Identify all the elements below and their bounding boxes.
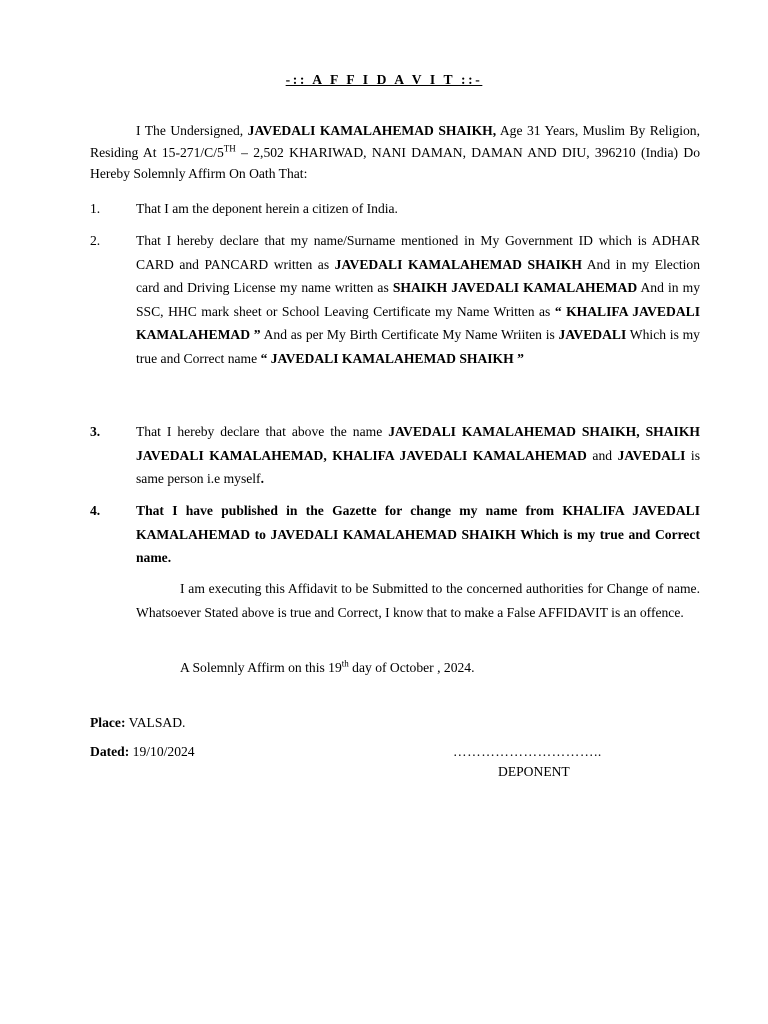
intro-text-3: – 2,502 KHARIWAD, NANI DAMAN, DAMAN AND DIU, 396210 (India) Do Hereby Solemnly Affirm On Oath That: [90,144,700,181]
place-label: Place: [90,715,126,730]
clause-2-text-5: Which is my true and Correct name [136,327,700,366]
executing-text: I am executing this Affidavit to be Submitted to the concerned authorities for Change of name. Whatsoever Stated above is true and Correct, I know that to make a False AFFIDAVIT is an offence. [136,581,700,620]
intro-text-2: Age 31 Years, Muslim By Religion, Residing At 15-271/C/5 [90,123,700,160]
signature-line: ………………………….. [453,744,602,759]
intro-superscript: TH [223,142,236,153]
clause-3-period: . [260,471,264,486]
clause-3-name-2: JAVEDALI [617,447,686,463]
clause-1 [90,197,700,221]
dated-line [90,744,195,760]
clause-2-name-3: “ KHALIFA JAVEDALI KAMALAHEMAD ” [136,303,700,342]
clause-3-text-1: That I hereby declare that above the name [136,424,389,439]
clause-2-text-4: And as per My Birth Certificate My Name Wriiten is [260,327,559,342]
affirm-text-2: day of October , 2024. [348,660,475,675]
clause-number: 4. [90,503,101,518]
dated-label: Dated: [90,744,130,759]
affirm-text-1: A Solemnly Affirm on this 19 [180,660,342,675]
executing-paragraph [136,577,700,624]
clause-2-name-4: JAVEDALI [558,327,627,342]
place-line [90,715,185,731]
clause-number: 3. [90,424,101,439]
affirm-line [136,656,700,680]
clause-text: That I am the deponent herein a citizen of India. [136,201,398,216]
clause-2-text-2: And in my Election card and Driving License my name written as [136,256,701,295]
place-value: VALSAD. [125,715,186,730]
clause-3-text-3: is same person i.e myself [136,447,701,486]
clause-2-name-5: “ JAVEDALI KAMALAHEMAD SHAIKH ” [260,350,524,366]
clause-2 [90,229,700,370]
clause-2-name-2: SHAIKH JAVEDALI KAMALAHEMAD [392,280,638,295]
clause-text [136,420,700,491]
deponent-name: JAVEDALI KAMALAHEMAD SHAIKH, [247,123,497,138]
clause-4 [90,499,700,570]
clause-3-names: JAVEDALI KAMALAHEMAD SHAIKH, SHAIKH JAVEDALI KAMALAHEMAD, KHALIFA JAVEDALI KAMALAHEMAD [136,424,700,463]
deponent-label: DEPONENT [498,764,570,779]
clause-2-text-3: And in my SSC, HHC mark sheet or School Leaving Certificate my Name Written as [136,280,700,319]
clause-text [136,229,700,370]
clause-number: 1. [90,201,101,216]
intro-text-1: I The Undersigned, [136,123,248,138]
dated-value: 19/10/2024 [129,744,195,759]
clause-3-text-2: and [586,447,618,463]
clause-2-text-1: That I hereby declare that my name/Surname mentioned in My Government ID which is ADHAR CARD and PANCARD written as [136,233,700,272]
clause-3 [90,420,700,491]
affirm-superscript: th [341,658,349,669]
intro-paragraph [90,120,700,185]
clause-2-name-1: JAVEDALI KAMALAHEMAD SHAIKH [334,256,582,272]
clause-text: That I have published in the Gazette for change my name from KHALIFA JAVEDALI KAMALAHEMAD to JAVEDALI KAMALAHEMAD SHAIKH Which is my true and Correct name. [136,503,700,565]
clause-number: 2. [90,233,101,248]
document-title: -:: A F F I D A V I T ::- [285,72,483,87]
